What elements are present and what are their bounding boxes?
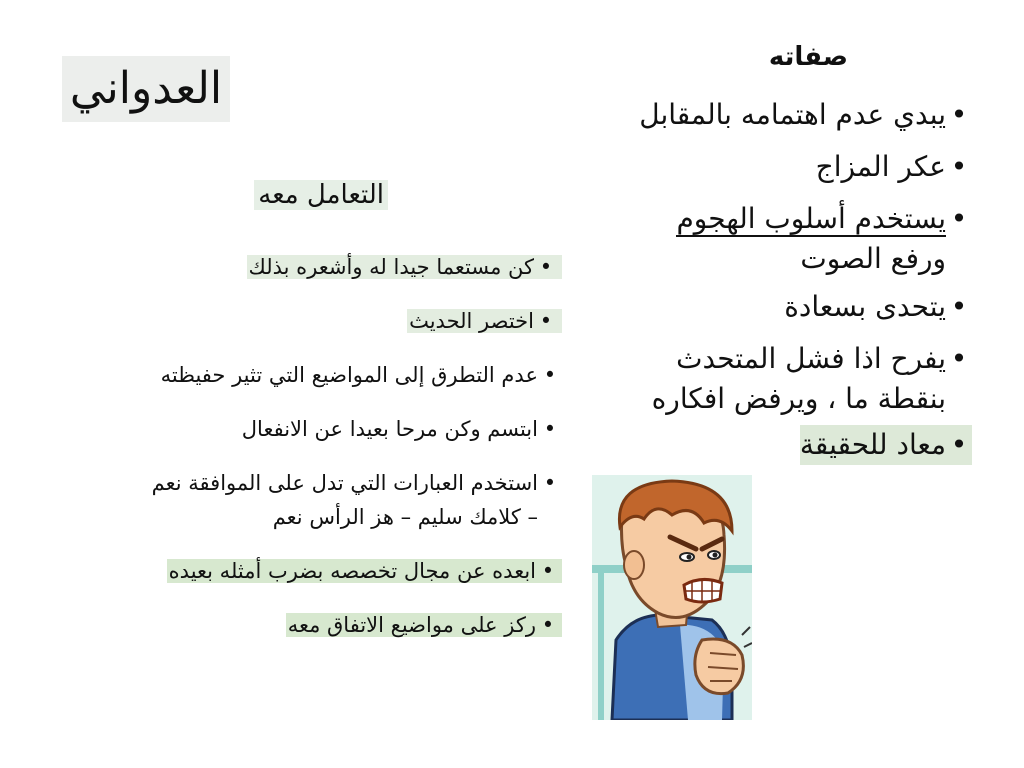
bullet-icon: • [543,417,557,441]
traits-list [552,95,972,477]
trait-item [552,95,972,135]
bullet-icon: • [543,363,557,387]
bullet-icon: • [543,471,557,495]
tip-item [42,250,562,284]
trait-text: عكر المزاج [815,150,946,183]
trait-item [552,199,972,279]
bullet-icon: • [950,342,968,375]
trait-text-continued: بنقطة ما ، ويرفض افكاره [651,382,946,415]
tip-item [42,608,562,642]
tip-text: عدم التطرق إلى المواضيع التي تثير حفيظته [160,363,538,387]
trait-text: يفرح اذا فشل المتحدث [676,342,946,375]
bullet-icon: • [541,559,555,583]
trait-text: يبدي عدم اهتمامه بالمقابل [639,98,946,131]
bullet-icon: • [950,98,968,131]
trait-text: يتحدى بسعادة [784,290,946,323]
trait-item [552,339,972,419]
dealing-list [42,250,562,662]
tip-text: كن مستعما جيدا له وأشعره بذلك [248,255,534,279]
trait-item [552,287,972,327]
tip-text: ابتسم وكن مرحا بعيدا عن الانفعال [241,417,538,441]
bullet-icon: • [950,202,968,235]
tip-item [42,412,562,446]
bullet-icon: • [541,613,555,637]
trait-text: معاد للحقيقة [799,428,946,461]
bullet-icon: • [950,428,968,461]
angry-boy-icon [592,475,752,720]
bullet-icon: • [539,255,553,279]
page-title: العدواني [69,63,223,114]
tip-text: اختصر الحديث [409,309,534,333]
tip-item [42,304,562,338]
trait-item [800,425,972,465]
tip-item [42,554,562,588]
trait-text: يستخدم أسلوب الهجوم [676,202,946,235]
tip-text: ابعده عن مجال تخصصه بضرب أمثله بعيده [168,559,536,583]
tip-item [42,466,562,534]
tip-item [42,358,562,392]
tip-text: استخدم العبارات التي تدل على الموافقة نعم [151,471,538,495]
traits-heading: صفاته [768,42,848,72]
tip-text-continued: – كلامك سليم – هز الرأس نعم [272,505,538,529]
bullet-icon: • [950,150,968,183]
bullet-icon: • [539,309,553,333]
trait-item [552,147,972,187]
trait-text-continued: ورفع الصوت [800,242,946,275]
dealing-heading: التعامل معه [254,180,388,210]
bullet-icon: • [950,290,968,323]
tip-text: ركز على مواضيع الاتفاق معه [287,613,536,637]
